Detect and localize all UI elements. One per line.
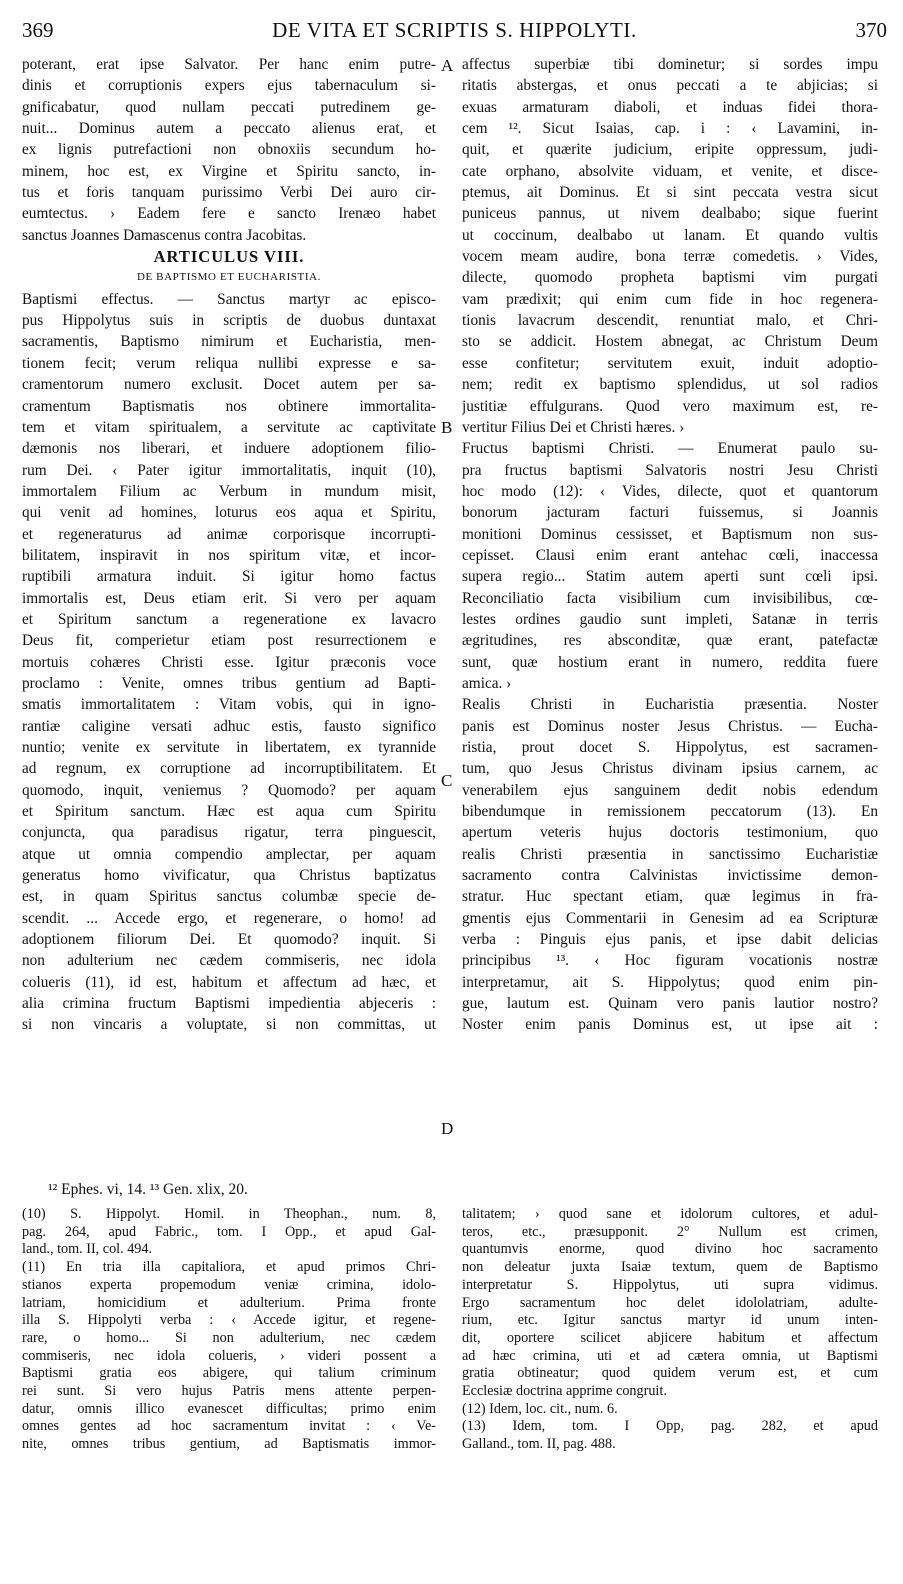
text-line: quit, et quærite judicium, eripite oppressum, judi- — [462, 141, 878, 159]
text-line: tus et foris tanquam purissimo Verbi Dei auro cir- — [22, 184, 436, 202]
left-column-intro — [22, 54, 436, 246]
text-line: adoptionem filiorum Dei. Et quomodo? inquit. Si — [22, 931, 436, 949]
margin-marker-b: B — [441, 418, 453, 437]
text-line: monitioni Dominus cessisset, et Baptismum non sus- — [462, 525, 878, 543]
running-title: DE VITA ET SCRIPTIS S. HIPPOLYTI. — [272, 18, 637, 42]
margin-marker-a: A — [441, 56, 454, 75]
right-column-body — [462, 54, 878, 1036]
text-line: panis est Dominus noster Jesus Christus. — Eucha- — [462, 717, 878, 735]
text-line: gmentis ejus Commentarii in Genesim ad ea Scripturæ — [462, 909, 878, 927]
text-line: sto se addicit. Hostem abnegat, ac Christum Deum — [462, 333, 878, 351]
text-line: qui venit ad homines, loturus eos aqua et Spiritu, — [22, 504, 436, 522]
text-line: dit, oportere scilicet abjicere habitum et affectum — [462, 1329, 878, 1346]
text-line: ut coccinum, dealbabo ut lanam. Et quando vultis — [462, 226, 878, 244]
text-line: immortalem Filium ac Verbum in mundum misit, — [22, 482, 436, 500]
text-line: rei sunt. Si vero hujus Patris mens attente perpen- — [22, 1383, 436, 1400]
text-line: cepisset. Clausi enim erant antehac cœli, inaccessa — [462, 546, 878, 564]
right-column — [462, 54, 878, 1036]
text-line: Ergo sacramentum hoc delet idololatriam, adulte- — [462, 1294, 878, 1311]
text-line: (10) S. Hippolyt. Homil. in Theophan., num. 8, — [22, 1206, 436, 1222]
text-line: dinis et corruptionis expers ejus tabernaculum si- — [22, 77, 436, 95]
text-line: venerabilem ejus sanguinem dedit nobis edendum — [462, 781, 878, 799]
footnotes-right — [462, 1206, 878, 1454]
article-subtitle: DE BAPTISMO ET EUCHARISTIA. — [136, 271, 322, 284]
text-line: nite, omnes tribus gentium, ad Baptismatis immor- — [22, 1436, 436, 1453]
text-line: pus Hippolytus suis in scriptis de duobus duntaxat — [22, 312, 436, 330]
text-line: gnificabatur, quod nullam peccati putredinem ge- — [22, 98, 436, 116]
text-line: sanctus Joannes Damascenus contra Jacobitas. — [22, 226, 307, 244]
text-line: quomodo, inquit, veniemus ? Quomodo? per aquam — [22, 781, 436, 799]
text-line: atque ut omnia compendio amplectar, per aquam — [22, 845, 436, 863]
running-header — [22, 16, 887, 46]
text-line: ad regnum, ex corruptione ad incorruptibilitatem. Et — [22, 760, 436, 778]
text-line: bibendumque in remissionem peccatorum (13). En — [462, 803, 878, 821]
text-line: generatus homo vivificatur, qua Christus baptizatus — [22, 867, 436, 885]
text-line: lestes ordines gaudio sunt impleti, Satanæ in terris — [462, 610, 878, 628]
text-line: Reconciliatio facta visibilium cum invisibilibus, cœ- — [462, 589, 878, 607]
text-line: bonorum jacturam facturi fuissemus, si Joannis — [462, 504, 878, 522]
text-line: interpretamur, ait S. Hippolytus; quod enim pin- — [462, 973, 878, 991]
text-line: quantumvis enorme, quod divino hoc sacramento — [462, 1241, 878, 1258]
text-line: amica. › — [462, 674, 512, 692]
text-line: Noster enim panis Dominus est, ut ipse ait : — [462, 1016, 878, 1034]
text-line: colueris (11), id est, habitum et affectum ad hæc, et — [22, 973, 436, 991]
text-line: eumtectus. › Eadem fere e sancto Irenæo habet — [22, 205, 436, 223]
text-line: pag. 264, apud Fabric., tom. I Opp., et apud Gal- — [22, 1223, 436, 1240]
text-line: vertitur Filius Dei et Christi hæres. › — [462, 418, 685, 436]
text-line: Realis Christi in Eucharistia præsentia. Noster — [462, 696, 878, 714]
footnotes-left — [22, 1206, 436, 1454]
text-line: tum, quo Jesus Christus divinam ipsius carnem, ac — [462, 760, 878, 778]
margin-marker-d: D — [441, 1119, 454, 1138]
text-line: ad hæc crimina, uti et ad cætera omnia, ut Baptismi — [462, 1347, 878, 1364]
text-line: teros, etc., præsupponit. 2° Nullum est crimen, — [462, 1223, 878, 1240]
article-title: ARTICULUS VIII. — [153, 247, 305, 267]
text-line: latriam, homicidium et adulterium. Prima fronte — [22, 1294, 436, 1311]
text-line: cate orphano, absolvite viduam, et venite, et disce- — [462, 162, 878, 180]
text-line: smatis immortalitatem : Vitam vobis, qui in igno- — [22, 696, 436, 714]
text-line: illa S. Hippolyti verba : ‹ Accede igitur, et regene- — [22, 1312, 436, 1329]
text-line: gue, lautum est. Quinam vero panis lautior nostro? — [462, 995, 878, 1013]
text-line: (13) Idem, tom. I Opp, pag. 282, et apud — [462, 1418, 878, 1435]
text-line: non adulterium nec cædem commiseris, nec idola — [22, 952, 436, 970]
text-line: realis Christi præsentia in sanctissimo Eucharistiæ — [462, 845, 878, 863]
text-line: alia crimina fructum Baptismi impedientia abjeceris : — [22, 995, 436, 1013]
text-line: vocem meam audire, bona terræ comedetis. › Vides, — [462, 248, 878, 266]
text-line: Fructus baptismi Christi. — Enumerat paulo su- — [462, 440, 878, 458]
text-line: et regeneraturus ad animæ corporisque incorrupti- — [22, 525, 436, 543]
text-line: ruptibili armatura induit. Si igitur homo factus — [22, 568, 436, 586]
text-line: cramentum Baptismatis nos obtinere immortalita- — [22, 397, 436, 415]
text-line: gratia obtineatur; quod quidem verum est, et cum — [462, 1365, 878, 1382]
text-line: dilecte, quomodo propheta baptismi vim purgati — [462, 269, 878, 287]
text-line: nem; redit ex baptismo splendidus, ut sol radios — [462, 376, 878, 394]
text-line: Ecclesiæ doctrina apprime congruit. — [462, 1383, 667, 1400]
text-line: hoc modo (12): ‹ Vides, dilecte, quot et quantorum — [462, 482, 878, 500]
text-line: sacramento contra Calvinistas invictissime demon- — [462, 867, 878, 885]
text-line: ex lignis putrefactioni non obnoxiis secundum ho- — [22, 141, 436, 159]
text-line: vam prædixit; qui enim cum fide in hoc regenera- — [462, 290, 878, 308]
text-line: ristia, prout docet S. Hippolytus, est sacramen- — [462, 739, 878, 756]
text-line: commiseris, nec idola colueris, › videri possent a — [22, 1347, 436, 1364]
text-line: non deleatur juxta Isaiæ textum, quem de Baptismo — [462, 1259, 878, 1276]
text-line: scendit. ... Accede ergo, et regenerare, o homo! ad — [22, 909, 436, 927]
text-line: Baptismi effectus. — Sanctus martyr ac episco- — [22, 290, 436, 308]
text-line: rium, etc. Igitur sanctus martyr id unum inten- — [462, 1312, 878, 1329]
text-line: si non vincaris a voluptate, si non committas, ut — [22, 1016, 436, 1034]
text-line: verba : Pinguis ejus panis, et ipse dabit delicias — [462, 931, 878, 949]
text-line: apertum veteris hujus doctoris testimonium, quo — [462, 824, 878, 842]
text-line: Deus fit, comperietur etiam post resurrectionem e — [22, 632, 436, 650]
text-line: tem et vitam spiritualem, a servitute ac captivitate — [22, 418, 436, 436]
text-line: est, in quam Spiritus sanctus columbæ specie de- — [22, 888, 436, 906]
text-line: ptemus, ait Dominus. Et si sint peccata vestra sicut — [462, 184, 878, 202]
scripture-references: ¹² Ephes. vi, 14. ¹³ Gen. xlix, 20. — [48, 1181, 248, 1198]
text-line: (12) Idem, loc. cit., num. 6. — [462, 1400, 618, 1417]
text-line: interpretatur S. Hippolytus, uti supra vidimus. — [462, 1276, 878, 1293]
text-line: ægritudines, res absconditæ, quæ erant, patefactæ — [462, 632, 878, 650]
text-line: Galland., tom. II, pag. 488. — [462, 1436, 616, 1453]
text-line: affectus superbiæ tibi dominetur; si sordes impu — [462, 56, 878, 73]
text-line: datur, omnis illico evanescet difficultas; primo enim — [22, 1400, 436, 1417]
text-line: justitiæ effulgurans. Quod vero maximum est, re- — [462, 397, 878, 415]
text-line: rum Dei. ‹ Pater igitur immortalitatis, inquit (10), — [22, 461, 436, 479]
text-line: puniceus pannus, ut nivem dealbabo; sique fuerint — [462, 205, 878, 223]
text-line: bilitatem, inspiravit in nos spiritum vitæ, et incor- — [22, 546, 436, 564]
text-line: (11) En tria illa capitaliora, et apud primos Chri- — [22, 1259, 436, 1276]
left-column-body — [22, 289, 436, 1036]
text-line: et Spiritum sanctum. Hæc est aqua cum Spiritu — [22, 803, 436, 821]
text-line: cem ¹². Sicut Isaias, cap. i : ‹ Lavamini, in- — [462, 120, 878, 138]
text-line: rantiæ caligine versati adhuc estis, fausto significo — [22, 717, 436, 735]
page-number-right: 370 — [855, 18, 887, 42]
text-line: exuas armaturam diaboli, et induas fidei thora- — [462, 98, 878, 116]
text-line: esse confitetur; servitutem exuit, induit adoptio- — [462, 354, 878, 372]
text-line: sacramentis, Baptismo nimirum et Eucharistia, men- — [22, 333, 436, 351]
text-line: stratur. Huc spectant etiam, quæ legimus in fra- — [462, 888, 878, 906]
page-number-left: 369 — [22, 18, 54, 42]
text-line: ritatis abstergas, et onus peccati a te abjicias; si — [462, 77, 878, 95]
text-line: et Spiritum sanctum a regeneratione ex lavacro — [22, 610, 436, 628]
text-line: land., tom. II, col. 494. — [22, 1241, 153, 1258]
text-line: tionem fecit; verum reliqua nullibi expresse e sa- — [22, 354, 436, 372]
text-line: pra fructus baptismi Salvatoris nostri Jesu Christi — [462, 461, 878, 479]
text-line: sunt, quæ hostium erant in numero, reddita fuere — [462, 653, 878, 671]
text-line: tionis lavacrum descendit, renuntiat malo, et Chri- — [462, 312, 878, 330]
text-line: proclamo : Venite, omnes tribus gentium ad Bapti- — [22, 674, 436, 692]
text-line: minem, hoc est, ex Virgine et Spiritu sancto, in- — [22, 162, 436, 180]
text-line: immortalis est, Deus etiam erit. Si vero per aquam — [22, 589, 436, 607]
text-line: rare, o homo... Si non adulterium, nec cædem — [22, 1329, 436, 1346]
text-line: mortuis cohæres Christi esse. Igitur præconis voce — [22, 653, 436, 671]
text-line: nuit... Dominus autem a peccato alienus erat, et — [22, 120, 436, 138]
text-line: poterant, erat ipse Salvator. Per hanc enim putre- — [22, 56, 436, 73]
text-line: nuntio; venite ex servitute in libertatem, ex tyrannide — [22, 739, 436, 756]
text-line: stianos experta propemodum veniæ crimina, idolo- — [22, 1276, 436, 1293]
text-line: cramentorum numero exclusit. Docet autem per sa- — [22, 376, 436, 394]
left-column — [22, 54, 436, 1036]
text-line: conjuncta, qua paradisus rigatur, terra pinguescit, — [22, 824, 436, 842]
text-line: principibus ¹³. ‹ Hoc figuram vocationis nostræ — [462, 952, 878, 970]
text-line: talitatem; › quod sane et idolorum cultores, et adul- — [462, 1206, 878, 1222]
margin-marker-c: C — [441, 771, 453, 790]
text-line: Baptismi gratia eos abigere, qui talium criminum — [22, 1365, 436, 1382]
text-line: omnes gentes ad hoc sacramentum invitat : ‹ Ve- — [22, 1418, 436, 1435]
text-line: supera regio... Statim autem aperti sunt cœli ipsi. — [462, 568, 878, 586]
text-line: dæmonis nos liberari, et induere adoptionem filio- — [22, 440, 436, 458]
